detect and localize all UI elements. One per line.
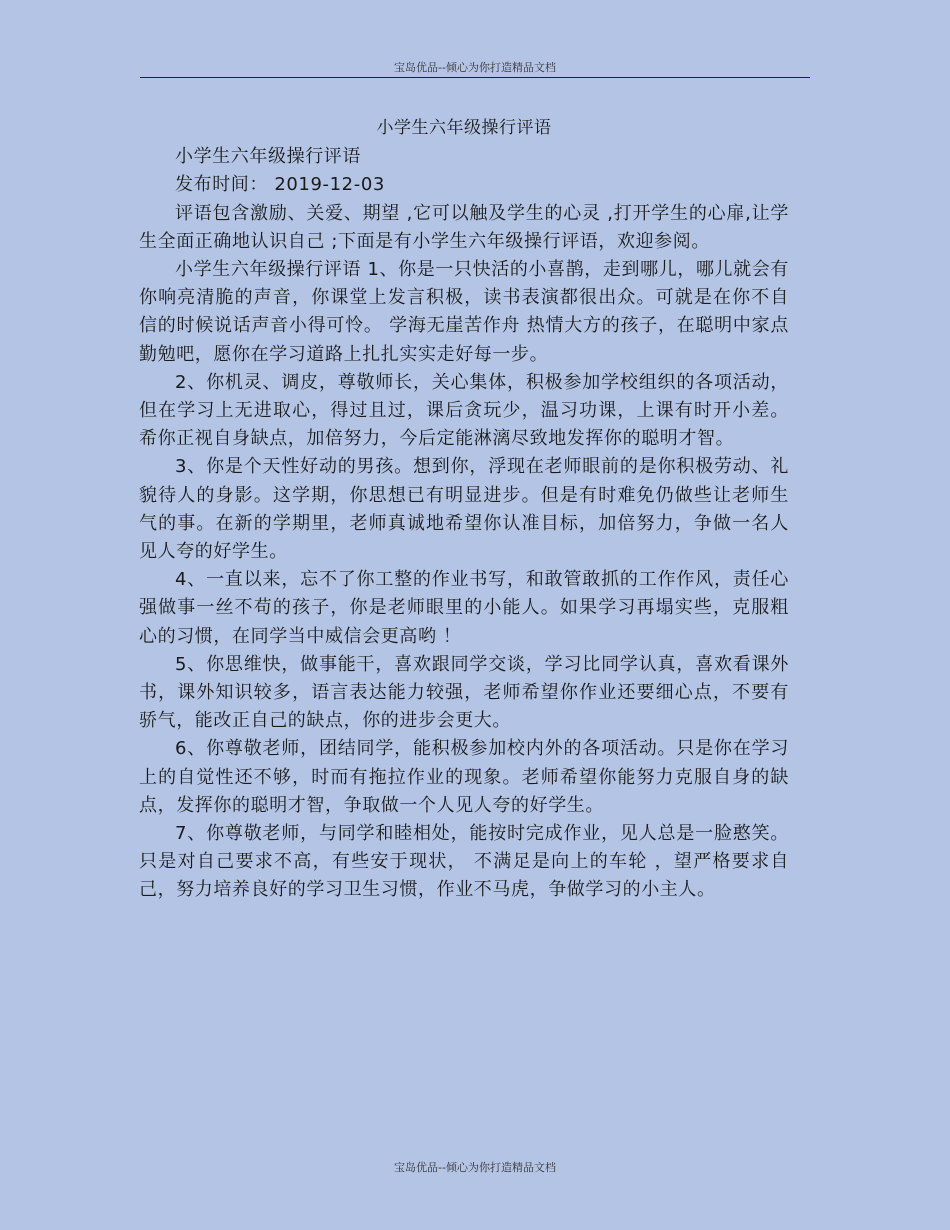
paragraph-comment-6: 6、你尊敬老师，团结同学，能积极参加校内外的各项活动。只是你在学习上的自觉性还不够，时而有拖拉作业的现象。老师希望你能努力克服自身的缺点，发挥你的聪明才智，争取做一个人见人夸的好学生。	[139, 738, 789, 816]
paragraph-comment-5: 5、你思维快，做事能干，喜欢跟同学交谈，学习比同学认真，喜欢看课外书，课外知识较多，语言表达能力较强，老师希望你作业还要细心点，不要有骄气，能改正自己的缺点，你的进步会更大。	[139, 653, 789, 732]
header-divider	[140, 77, 810, 78]
paragraph-comment-3: 3、你是个天性好动的男孩。想到你，浮现在老师眼前的是你积极劳动、礼貌待人的身影。这学期，你思想已有明显进步。但是有时难免仍做些让老师生气的事。在新的学期里，老师真诚地希望你认准目标，加倍努力，争做一名人见人夸的好学生。	[139, 456, 789, 563]
document-title: 小学生六年级操行评语	[376, 118, 552, 138]
page-header: 宝岛优品--倾心为你打造精品文档	[394, 61, 556, 74]
page-footer: 宝岛优品--倾心为你打造精品文档	[394, 1161, 556, 1174]
paragraph-intro: 评语包含激励、关爱、期望 ,它可以触及学生的心灵 ,打开学生的心扉,让学生全面正确地认识自己 ;下面是有小学生六年级操行评语，欢迎参阅。	[139, 202, 789, 252]
paragraph-comment-4: 4、一直以来，忘不了你工整的作业书写，和敢管敢抓的工作作风，责任心强做事一丝不苟的孩子，你是老师眼里的小能人。如果学习再塌实些，克服粗心的习惯，在同学当中威信会更高哟 ！	[139, 569, 789, 647]
paragraph-comment-1: 小学生六年级操行评语 1、你是一只快活的小喜鹊，走到哪儿，哪儿就会有你响亮清脆的声音，你课堂上发言积极，读书表演都很出众。可就是在你不自信的时候说话声音小得可怜。 学海无崖苦作舟 热情大方的孩子，在聪明中家点勤勉吧，愿你在学习道路上扎扎实实走好每一步。	[139, 259, 789, 365]
paragraph-publish-date: 发布时间： 2019-12-03	[175, 174, 385, 196]
paragraph-subtitle: 小学生六年级操行评语	[175, 146, 361, 168]
paragraph-comment-7: 7、你尊敬老师，与同学和睦相处，能按时完成作业，见人总是一脸憨笑。只是对自己要求不高，有些安于现状， 不满足是向上的车轮 ，望严格要求自己，努力培养良好的学习卫生习惯，作业不马虎，争做学习的小主人。	[139, 823, 789, 901]
document-body	[139, 114, 789, 905]
paragraph-comment-2: 2、你机灵、调皮，尊敬师长，关心集体，积极参加学校组织的各项活动，但在学习上无进取心，得过且过，课后贪玩少，温习功课，上课有时开小差。希你正视自身缺点，加倍努力，今后定能淋漓尽致地发挥你的聪明才智。	[139, 371, 789, 450]
